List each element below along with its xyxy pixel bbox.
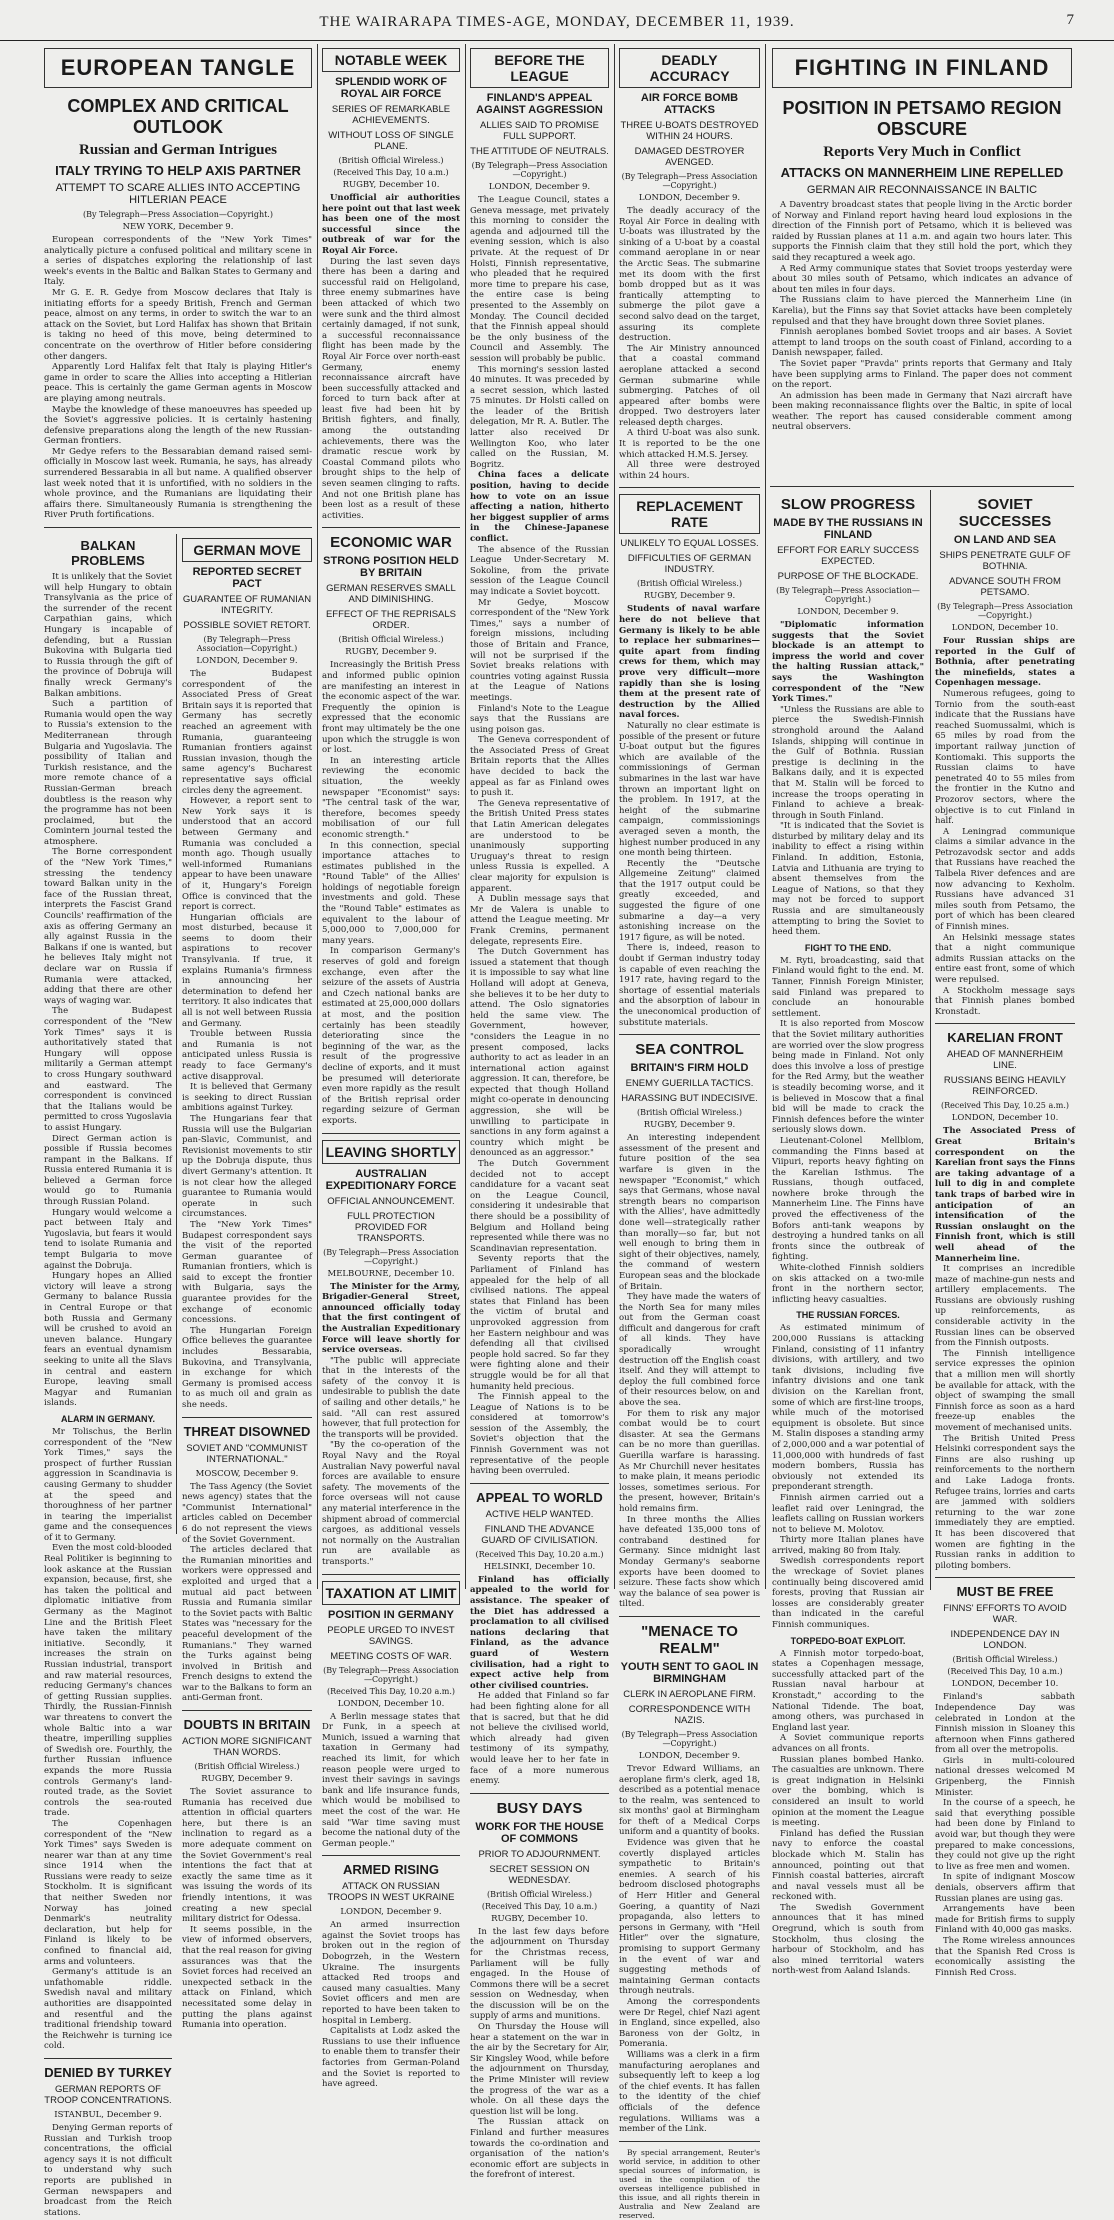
article-paragraph: In comparison Germany's reserves of gold and foreign exchange, even after the seizure of the assets of Austria and Czech national banks are estimated at 25,000,000 dollars at most, and the position certainly has been steadily deteriorating since the beginning of the war, as the result of the progressive decline of exports, and it must be presumed will deteriorate even more rapidly as the result of the British reprisal order regarding seizure of German exports.	[322, 946, 460, 1126]
subhead: ACTIVE HELP WANTED.	[485, 1508, 594, 1520]
article-paragraph: Recently the "Deutsche Allgemeine Zeitung" claimed that the 1917 output could be greatly exceeded, and suggested the figure of one submarine a day—a very astonishing increase on the 1917 figure, as will be noted.	[619, 858, 760, 943]
credit-line: (By Telegraph—Press Association—Copyright.)	[776, 586, 920, 604]
article-paragraph: M. Ryti, broadcasting, said that Finland would fight to the end. M. Tanner, Finnish Foreign Minister, said Finland was prepared to conclude an honourable settlement.	[772, 955, 924, 1019]
article-paragraph: The absence of the Russian League Under-Secretary M. Sokoline, from the private session of the League Council may indicate a Soviet boycott.	[470, 544, 609, 597]
article-paragraph: Girls in multi-coloured national dresses welcomed M Gripenberg, the Finnish Minister.	[935, 1755, 1075, 1798]
article-paragraph: It comprises an incredible maze of machine-gun nests and artillery emplacements. The Russians are obviously rushing up reinforcements, as considerable activity in the Russian lines can be observed from the Finnish outposts.	[935, 1264, 1075, 1349]
subhead: PRIOR TO ADJOURNMENT.	[478, 1848, 601, 1860]
article-paragraph: White-clothed Finnish soldiers on skis attacked on a two-mile front in the northern sector, inflicting heavy casualties.	[772, 1263, 924, 1305]
article-paragraph: The Hungarian Foreign Office believes the guarantee includes Bessarabia, Bukovina, and Transylvania, in exchange for which Germany is promised access to as much oil and grain as she needs.	[182, 1325, 312, 1410]
article-paragraph: However, a report sent to New York says it is understood that an accord between Germany and Rumania was concluded a month ago. Though usually well-informed Rumanians appear to have been unaware of it, Hungary's Foreign Office is convinced that the report is correct.	[182, 796, 312, 913]
article-lead: "Diplomatic information suggests that the Soviet blockade is an attempt to impress the world and cover the halting Russian attack," says the Washington correspondent of the "New York Times."	[772, 620, 924, 705]
article-paragraph: The articles declared that the Rumanian minorities and workers were oppressed and exploited and urged that a mutual aid pact between Russia and Rumania similar to the Soviet pacts with Baltic States was "necessary for the peaceful development of the Rumanians." They warned the Turks against being involved in British and French designs to extend the war to the Balkans to form an anti-German front.	[182, 1545, 312, 1704]
headline-menace-to-realm: "MENACE TO REALM"	[641, 1622, 738, 1657]
article-paragraph: Mr Gedye, Moscow correspondent of the "New York Times," says a number of foreign missions, including those of Britain and France, will not be surprised if the Soviet breaks relations with countries voting against Russia at the League of Nations meetings.	[470, 597, 609, 703]
article-paragraph: In the course of a speech, he said that everything possible had been done by Finland to avoid war, but though they were prepared to make concessions, they could not give up the right to live as free men and women.	[935, 1798, 1075, 1872]
subhead: MADE BY THE RUSSIANS IN FINLAND	[773, 517, 923, 541]
subhead-mannerheim: ATTACKS ON MANNERHEIM LINE REPELLED	[780, 165, 1064, 180]
article-paragraph: It is believed that Germany is seeking to direct Russian ambitions against Turkey.	[182, 1082, 312, 1114]
reuters-notice: By special arrangement, Reuter's world service, in addition to other special sources of information, is used in the compilation of the overseas intelligence published in this issue, and all rights therein in Australia and New Zealand are reserved.	[619, 2147, 760, 2220]
subhead: BRITAIN'S FIRM HOLD	[630, 1062, 749, 1075]
subhead: SOVIET AND "COMMUNIST INTERNATIONAL."	[186, 1442, 308, 1465]
credit-line: (By Telegraph—Press Association—Copyright.)	[937, 602, 1073, 620]
article-paragraph: Hungary hopes an Allied victory will leave a strong Germany to balance Russia in Central Europe or that both Russia and Germany will be crushed to avoid an uneven balance. Hungary fears an eventual dynamism seeking to unite all the Slavs in central and eastern Europe, leaving small Magyar and Rumanian islands.	[44, 1271, 172, 1409]
article-paragraph: Russian planes bombed Hanko. The casualties are unknown. There is great indignation in Helsinki over the bombing, which is considered an insult to world opinion at the moment the League is meeting.	[772, 1754, 924, 1829]
article-paragraph: The Tass Agency (the Soviet news agency) states that the "Communist International" articles cabled on December 6 do not represent the views of the Soviet Government.	[182, 1481, 312, 1545]
article-paragraph: "The public will appreciate that in the interests of the safety of the convoy it is undesirable to publish the date of sailing and other details," he said. "All can rest assured however, that full protection for the transports will be provided.	[322, 1355, 460, 1440]
dateline: LONDON, December 9.	[196, 656, 298, 667]
subhead: GERMAN REPORTS OF TROOP CONCENTRATIONS.	[44, 2083, 172, 2106]
subhead: YOUTH SENT TO GAOL IN BIRMINGHAM	[620, 1660, 759, 1685]
subhead: CLERK IN AEROPLANE FIRM.	[623, 1688, 756, 1700]
column-balkan-problems	[44, 534, 172, 2218]
divider	[470, 1793, 609, 1794]
article-paragraph: The Borne correspondent of the "New York Times," stressing the tendency toward Balkan unity in the face of the Russian threat, interprets the Fascist Grand Councils' reaffirmation of the axis as offering Germany an ally against Russia in the Balkans if one is wanted, but he believes Italy might not declare war on Russia if Rumania were attacked, adding that there are other ways of waging war.	[44, 847, 172, 1006]
article-paragraph: Trevor Edward Williams, an aeroplane firm's clerk, aged 18, described as a potential menace to the realm, was sentenced to six months' gaol at Birmingham for theft of a Medical Corps uniform and a quantity of books.	[619, 1763, 760, 1838]
subhead-complex-outlook: COMPLEX AND CRITICAL OUTLOOK	[67, 96, 289, 137]
divider	[619, 1616, 760, 1617]
article-paragraph: The Geneva representative of the British United Press states that Latin American delegates are understood to be unanimously supporting Uruguay's threat to resign unless Russia is expelled. A clear majority for expulsion is apparent.	[470, 798, 609, 894]
dateline: LONDON, December 10.	[951, 1113, 1059, 1124]
article-paragraph: This morning's session lasted 40 minutes. It was preceded by a secret session, which lasted 75 minutes. Dr Holsti called on the leader of the British delegation, Mr R. A. Butler. The latter also received Dr Wellington Koo, who later called on the Russian, M. Bogritz.	[470, 364, 609, 470]
dateline: LONDON, December 9.	[638, 193, 741, 203]
article-paragraph: The Copenhagen correspondent of the "New York Times" says Sweden is nearer war than at any time since 1914 when the Russians were ready to seize Stockholm. It is significant that neither Sweden nor Norway has joined Denmark's neutrality declaration, but help for Finland is likely to be confined to financial aid, arms and volunteers.	[44, 1818, 172, 1967]
article-paragraph: A Berlin message states that Dr Funk, in a speech at Munich, issued a warning that taxation in Germany had reached its limit, for which reason people were urged to invest their savings in savings bank and life insurance funds, which would be mobilised to meet the cost of the war. He said "War time saving must become the national duty of the German people."	[322, 1711, 460, 1849]
article-paragraph: Finland has officially appealed to the world for assistance. The speaker of the Diet has addressed a proclamation to all civilised nations declaring that Finland, as the advance guard of Western civilisation, had a right to expect active help from other civilised countries.	[470, 1574, 609, 1691]
subhead-italy: ITALY TRYING TO HELP AXIS PARTNER	[55, 163, 301, 178]
dateline: RUGBY, December 10.	[342, 180, 440, 190]
article-paragraph: A Red Army communique states that Soviet troops yesterday were about 30 miles south of Petsamo, which indicates an advance of about ten miles in four days.	[772, 263, 1072, 295]
article-paragraph: The Finnish appeal to the League of Nations is to be considered at tomorrow's session of the Assembly, the Soviet's objection that the Finnish Government was not representative of the people having been overruled.	[470, 1392, 609, 1477]
headline-replacement-rate: REPLACEMENT RATE	[619, 494, 760, 534]
article-lead: Unofficial air authorities here point out that last week has been one of the most successful since the outbreak of war for the Royal Air Force.	[322, 193, 461, 256]
subhead: EFFECT OF THE REPRISALS ORDER.	[325, 609, 457, 632]
subhead: POSITION IN GERMANY	[328, 1608, 454, 1621]
article-paragraph: It is also reported from Moscow that the Soviet military authorities are worried over the slow progress being made in Finland. Not only does this involve a loss of prestige for the Red Army, but the weather is steadily becoming worse, and it is believed in Moscow that a final bid will be made to crack the Finnish defences before the winter seriously slows down.	[772, 1019, 924, 1136]
subhead-conflict: Reports Very Much in Conflict	[823, 144, 1021, 160]
article-paragraph: The Air Ministry announced that a coastal command aeroplane attacked a second German submarine while submerging. Patches of oil appeared after bombs were dropped. Two destroyers later released depth charges.	[619, 343, 760, 428]
subhead: ON LAND AND SEA	[953, 534, 1057, 546]
article-paragraph: A Soviet communique reports advances on all fronts.	[772, 1733, 924, 1754]
received-line: (Received This Day, 10 a.m.)	[333, 168, 449, 177]
divider	[182, 1710, 312, 1711]
article-paragraph: Williams was a clerk in a firm manufacturing aeroplanes and subsequently left to keep a log of the chief events. It has fallen to the identity of the chief officials of the defence regulations. Williams was a member of the Link.	[619, 2049, 760, 2135]
subhead: MEETING COSTS OF WAR.	[330, 1650, 452, 1662]
credit-line: (By Telegraph—Press Association—Copyright.)	[323, 1665, 459, 1684]
divider	[935, 1023, 1075, 1024]
subhead: ALLIES SAID TO PROMISE FULL SUPPORT.	[480, 120, 599, 142]
article-paragraph: In spite of indignant Moscow denials, observers affirm that Russian planes are using gas.	[935, 1872, 1075, 1904]
article-paragraph: In an interesting article reviewing the economic situation, the weekly newspaper "Economist" says: "The central task of the war, therefore, becomes speedy mobilisation of our full economic strength."	[322, 755, 460, 840]
subhead: FINNS' EFFORTS TO AVOID WAR.	[943, 1603, 1067, 1626]
dateline: MELBOURNE, December 10.	[327, 1268, 455, 1279]
article-paragraph: Seventy reports that the Parliament of Finland has appealed for the help of all civilised nations. The appeal states that Finland has been the victim of brutal and unprovoked aggression from her Eastern neighbour and was defending all that civilised people hold sacred. So far they were fighting alone and their struggle would be for all that humanity held precious.	[470, 1254, 609, 1392]
article-paragraph: The Rome wireless announces that the Spanish Red Cross is economically assisting the Finnish Red Cross.	[935, 1935, 1075, 1978]
credit-line: (British Official Wireless.)	[338, 156, 444, 165]
article-paragraph: Maybe the knowledge of these manoeuvres has speeded up the Soviet's aggressive policies. It is certainly hastening defensive preparations along the length of the new Russian-German frontiers.	[44, 404, 312, 447]
article-paragraph: The Dutch Government has issued a statement that though it is impossible to say what line Holland will adopt at Geneva, she believes it to be her duty to attend. The Oslo signatories held the same view. The Government, however, "considers the League in no present composed, lacks authority to act as leader in an international action against aggression. It can, therefore, be expected that though Holland might co-operate in denouncing aggression, she will be unwilling to participate in sanctions in any form against a country which might be denounced as an aggressor."	[470, 947, 609, 1159]
subhead: SHIPS PENETRATE GULF OF BOTHNIA.	[939, 550, 1071, 572]
dateline: LONDON, December 10.	[337, 1698, 445, 1709]
subhead: UNLIKELY TO EQUAL LOSSES.	[620, 538, 759, 550]
subhead: HARASSING BUT INDECISIVE.	[621, 1093, 758, 1105]
subhead: PEOPLE URGED TO INVEST SAVINGS.	[327, 1624, 455, 1647]
credit-line: (By Telegraph—Press Association—Copyright.)	[471, 161, 608, 179]
article-paragraph: In three months the Allies have defeated 135,000 tons of contraband destined for Germany. Since midnight last Monday Germany's seaborne exports have been doomed to seizure. These facts show which way the balance of sea power is tilted.	[619, 1514, 760, 1610]
article-paragraph: Capitalists at Lodz asked the Russians to use their influence to enable them to transfer their factories from German-Poland and the Soviet is reported to have agreed.	[322, 2026, 460, 2090]
column-4	[470, 44, 609, 2181]
divider	[935, 1577, 1075, 1578]
article-paragraph: Mr Gedye refers to the Bessarabian demand raised semi-officially in Moscow last week. Rumania, he says, has already surrendered Bessarabia in all but name. A qualified observer last week noted that it is unfortified, with no soldiers in the whole province, and the Rumanians are liquidating their affairs there. Simultaneously Rumania is strengthening the River Pruth fortifications.	[44, 446, 312, 521]
dateline: LONDON, December 9.	[488, 182, 591, 192]
article-paragraph: There is, indeed, reason to doubt if German industry today is capable of even reaching the 1917 rate, having regard to the shortage of essential materials and the absorption of labour in the uneconomical production of substitute materials.	[619, 943, 760, 1028]
article-paragraph: Evidence was given that he covertly displayed articles sympathetic to Britain's enemies. A search of his bedroom disclosed photographs of Herr Hitler and General Goering, a quantity of Nazi propaganda, also letters to persons in Germany, with "Heil Hitler" over the signature, promising to support Germany in the event of war and suggesting methods of maintaining German contacts through neutrals.	[619, 1838, 760, 1997]
subhead: DAMAGED DESTROYER AVENGED.	[634, 146, 745, 168]
article-paragraph: The deadly accuracy of the Royal Air Force in dealing with U-boats was illustrated by the sinking of a U-boat by a coastal command aeroplane in or near the Arctic Seas. The submarine met its doom with the first bomb dropped but as it was frantically attempting to submerge the pilot gave a second salvo dead on the target, assuring its complete destruction.	[619, 206, 760, 344]
headline-appeal-to-world: APPEAL TO WORLD	[476, 1489, 603, 1505]
subhead: FINLAND'S APPEAL AGAINST AGGRESSION	[476, 92, 603, 116]
article-paragraph: An Helsinki message states that a night communique admits Russian attacks on the entire east front, some of which were repulsed.	[935, 932, 1075, 985]
article-paragraph: The Hungarians fear that Russia will use the Bulgarian pan-Slavic, Communist, and Revisionist movements to stir up the Dobruja dispute, thus divert Germany's attention. It is not clear how the alleged guarantee to Rumania would operate in such circumstances.	[182, 1113, 312, 1220]
article-paragraph: Finnish aeroplanes bombed Soviet troops and air bases. A Soviet attempt to land troops on the south coast of Finland, according to a Danish newspaper, failed.	[772, 327, 1072, 359]
column-rule	[317, 44, 318, 1589]
subhead-scare-allies: ATTEMPT TO SCARE ALLIES INTO ACCEPTING HITLERIAN PEACE	[55, 182, 301, 206]
section-subhead: ALARM IN GERMANY.	[61, 1413, 155, 1424]
article-paragraph: In the last few days before the adjournment on Thursday for the Christmas recess, Parliament will be fully engaged. In the House of Commons there will be a secret session on Wednesday, when the discussion will be on the supply of arms and munitions.	[470, 1926, 609, 2022]
headline-deadly-accuracy: DEADLY ACCURACY	[619, 48, 760, 88]
credit-line: (British Official Wireless.)	[338, 635, 444, 645]
divider	[322, 1574, 460, 1575]
column-5	[619, 44, 760, 2220]
headline-denied-by-turkey: DENIED BY TURKEY	[44, 2064, 172, 2080]
subhead: ACTION MORE SIGNIFICANT THAN WORDS.	[182, 1736, 312, 1759]
article-paragraph: The Soviet paper "Pravda" prints reports that Germany and Italy have been supplying arms to Finland. The paper does not comment on the report.	[772, 358, 1072, 391]
split-columns	[44, 534, 312, 2218]
column-fighting-in-finland	[772, 44, 1072, 484]
subhead: FINLAND THE ADVANCE GUARD OF CIVILISATION.	[481, 1523, 598, 1546]
article-paragraph: The Budapest correspondent of the "New York Times" says it is authoritatively stated that Hungary will oppose militarily a German attempt to cross Hungary southward and eastward. The correspondent is convinced that the Italians would be permitted to cross Yugoslavia to assist Hungary.	[44, 1006, 172, 1133]
headline-notable-week: NOTABLE WEEK	[322, 48, 460, 72]
article-paragraph: The Geneva correspondent of the Associated Press of Great Britain reports that the Allies have decided to back the appeal as far as Finland owes to push it.	[470, 735, 609, 799]
received-line: (Received This Day, 10 a.m.)	[947, 1667, 1063, 1677]
divider	[322, 1133, 460, 1134]
article-paragraph: Naturally no clear estimate is possible of the present or future U-boat output but the figures which are available of the commissionings of German submarines in the last war have thrown an important light on the problem. In 1917, at the height of the submarine campaign, commissionings averaged seven a month, the highest number produced in any one month being thirteen.	[619, 720, 760, 859]
credit-line: (British Official Wireless.)	[486, 1889, 593, 1899]
column-7	[935, 492, 1075, 1978]
subhead: THREE U-BOATS DESTROYED WITHIN 24 HOURS.	[620, 120, 759, 142]
divider	[44, 527, 312, 528]
subhead-intrigues: Russian and German Intrigues	[79, 142, 277, 158]
headline-before-the-league: BEFORE THE LEAGUE	[470, 48, 609, 88]
subhead: INDEPENDENCE DAY IN LONDON.	[950, 1629, 1060, 1652]
divider	[619, 2141, 760, 2142]
credit-line: (By Telegraph—Press Association—Copyright.)	[323, 1247, 459, 1266]
article-paragraph: Germany's attitude is an unfathomable riddle. Swedish naval and military authorities are disappointed and resentful and the traditional friendship toward the Reichwehr is turning ice cold.	[44, 1967, 172, 2052]
article-paragraph: Apparently Lord Halifax felt that Italy is playing Hitler's game in order to scare the Allies into accepting a Hitlerian peace. This is certainly the game German agents in Moscow are playing among neutrals.	[44, 362, 312, 404]
dateline: ISTANBUL, December 9.	[54, 2109, 162, 2120]
article-paragraph: The Finnish intelligence service expresses the opinion that a million men will shortly be available for attack, with the object of swamping the small Finnish force as soon as a hard freeze-up enables the movement of mechanised units.	[935, 1348, 1075, 1433]
article-paragraph: An interesting independent assessment of the present and future position of the sea warfare is given in the newspaper "Economist," which says that Germans, whose naval strength bears no comparison with the Allies', have admittedly done well—strategically rather than morally—so far, but not well enough to bring them in sight of their objectives, namely, the command of western European seas and the blockade of Britain.	[619, 1133, 760, 1292]
subhead: DIFFICULTIES OF GERMAN INDUSTRY.	[627, 553, 752, 576]
subhead: POSSIBLE SOVIET RETORT.	[183, 620, 311, 632]
headline-must-be-free: MUST BE FREE	[956, 1584, 1054, 1600]
article-lead: Students of naval warfare here do not believe that Germany is likely to be able to replace her submarines—quite apart from finding crews for them, which may prove very difficult—more rapidly than she is losing them at the present rate of destruction by the Allied naval forces.	[619, 604, 760, 721]
subhead: SERIES OF REMARKABLE ACHIEVEMENTS.	[331, 104, 451, 126]
divider	[322, 527, 460, 528]
article-paragraph: An armed insurrection against the Soviet troops has broken out in the region of Dobogrzeh, in the Western Ukraine. The insurgents attacked Red troops and caused many casualties. Many Soviet officers and men are reported to have been taken to hospital in Lemberg.	[322, 1920, 460, 2026]
headline-karelian-front: KARELIAN FRONT	[947, 1030, 1063, 1046]
article-paragraph: Finnish airmen carried out a leaflet raid over Leningrad, the leaflets calling on Russian workers not to believe M. Molotov.	[772, 1492, 924, 1535]
credit-line: (By Telegraph—Press Association—Copyright.)	[621, 172, 758, 190]
article-lead: The Associated Press of Great Britain's correspondent on the Karelian front says the Finns are taking advantage of a lull to dig in and complete tank traps of barbed wire in anticipation of an intensification of the Russian onslaught on the Finnish front, which is still well ahead of the Mannerheim line.	[935, 1126, 1075, 1264]
article-paragraph: The British United Press Helsinki correspondent says the Finns are also rushing up reinforcements to the northern and Lake Ladoga fronts. Refugee trains, lorries and carts are jammed with soldiers returning to the war zone immediately they are emptied. It has been discovered that women are fighting in the Russian ranks in addition to piloting bombers.	[935, 1433, 1075, 1571]
headline-economic-war: ECONOMIC WAR	[330, 534, 452, 552]
dateline: LONDON, December 10.	[951, 1679, 1059, 1690]
dateline: RUGBY, December 9.	[345, 647, 437, 658]
section-subhead: THE RUSSIAN FORCES.	[796, 1310, 900, 1321]
article-paragraph: Finland has defied the Russian navy to enforce the coastal blockade which M. Stalin has announced, pointing out that Finnish coastal batteries, aircraft and naval vessels must all be reckoned with.	[772, 1828, 924, 1903]
headline-busy-days: BUSY DAYS	[496, 1799, 583, 1817]
divider	[619, 487, 760, 488]
subhead: GUARANTEE OF RUMANIAN INTEGRITY.	[182, 594, 312, 617]
article-paragraph: For them to risk any major combat would be to court disaster. At sea the Germans can be no more than guerillas. Guerilla warfare is harassing. As Mr Churchill never hesitates to make plain, it means periodic losses, sometimes serious. For the present, however, Britain's hold remains firm.	[619, 1408, 760, 1514]
subhead: OFFICIAL ANNOUNCEMENT.	[327, 1195, 455, 1207]
headline-european-tangle: EUROPEAN TANGLE	[44, 48, 312, 88]
section-subhead: TORPEDO-BOAT EXPLOIT.	[790, 1635, 906, 1646]
article-paragraph: Increasingly the British Press and informed public opinion are manifesting an interest in the economic aspect of the war. Frequently the opinion is expressed that the economic front may ultimately be the one upon which the struggle is won or lost.	[322, 660, 460, 756]
subhead-petsamo: POSITION IN PETSAMO REGION OBSCURE	[782, 98, 1062, 139]
article-paragraph: The Russians claim to have pierced the Mannerheim Line (in Karelia), but the Finns say that Soviet attacks have been completely repulsed and that they have brought down three Soviet planes.	[772, 295, 1072, 327]
article-paragraph: It seems possible, in the view of informed observers, that the real reason for giving assurances was that the Soviet forces had received an unexpected setback in the attack on Finland, which necessitated some delay in putting the plans against Rumania into operation.	[182, 1924, 312, 2031]
headline-fighting-in-finland: FIGHTING IN FINLAND	[772, 48, 1072, 88]
divider	[770, 486, 1074, 487]
article-paragraph: Denying German reports of Russian and Turkish troop concentrations, the official agency says it is not difficult to understand why such reports are published in German newspapers and broadcast from the Reich stations.	[44, 2122, 172, 2218]
column-rule	[614, 44, 615, 1589]
article-paragraph: European correspondents of the "New York Times" analytically picture a confused political and military scene in a series of dispatches exploring the relationship of last week's events in the Baltic and Balkan States to Germany and Italy.	[44, 235, 312, 288]
article-paragraph: All three were destroyed within 24 hours.	[619, 460, 760, 481]
article-paragraph: A Daventry broadcast states that people living in the Arctic border of Norway and Finland report having heard loud explosions in the direction of the Finnish port of Petsamo, which it is believed was raided by Russian planes at 11 a.m. and again two hours later. This supports the Finnish claim that they still hold the port, which they said they recaptured a week ago.	[772, 200, 1072, 263]
dateline: RUGBY, December 10.	[491, 1913, 588, 1924]
credit-line: (British Official Wireless.)	[636, 579, 743, 589]
article-paragraph: The "New York Times" Budapest correspondent says the visit of the reported German guarantee of Rumanian frontiers, which is said to except the frontier with Bulgaria, says the guarantee provides for the exchange of economic concessions.	[182, 1219, 312, 1326]
article-paragraph: The Budapest correspondent of the Associated Press of Great Britain says it is reported that Germany has secretly reached an agreement with Rumania, guaranteeing Rumanian frontiers against Russian invasion, though the same agency's Bucharest representative says official circles deny the agreement.	[182, 669, 312, 796]
headline-doubts-in-britain: DOUBTS IN BRITAIN	[183, 1717, 311, 1733]
subhead: FULL PROTECTION PROVIDED FOR TRANSPORTS.	[347, 1210, 435, 1244]
subhead: AIR FORCE BOMB ATTACKS	[640, 92, 739, 116]
article-paragraph: During the last seven days there has been a daring and successful raid on Heligoland, three enemy submarines have been attacked of which two were sunk and the third almost certainly damaged, if not sunk, a successful reconnaissance flight has been made by the Royal Air Force over north-east Germany, enemy reconnaissance aircraft have been successfully attacked and forced to turn back after at least five had been hit by British fighters, and finally, among the outstanding achievements, there was the dramatic rescue work by Coastal Command pilots who brought ships to the help of seven seamen clinging to rafts. And not one British plane has been lost as a result of these activities.	[322, 256, 460, 521]
dateline: LONDON, December 9.	[638, 1750, 741, 1761]
credit-line: (By Telegraph—Press Association—Copyright.)	[83, 210, 273, 219]
article-lead: Four Russian ships are reported in the Gulf of Bothnia, after penetrating the minefields, states a Copenhagen message.	[935, 636, 1075, 689]
column-european-tangle	[44, 44, 312, 2218]
column-rule	[465, 44, 466, 1589]
column-6	[772, 492, 924, 1977]
article-paragraph: "Unless the Russians are able to pierce the Swedish-Finnish stronghold around the Aaland Islands, shipping will continue in the Gulf of Bothnia. Russian prestige is declining in the Balkans daily, and it is expected that M. Stalin will be forced to increase the troops operating in Finland to achieve a break-through in South Finland.	[772, 704, 924, 821]
subhead: AUSTRALIAN EXPEDITIONARY FORCE	[325, 1167, 457, 1192]
subhead: WORK FOR THE HOUSE OF COMMONS	[475, 1820, 604, 1845]
subhead: GERMAN RESERVES SMALL AND DIMINISHING.	[326, 583, 456, 606]
article-paragraph: It is unlikely that the Soviet will help Hungary to obtain Transylvania as the price of the surrender of the recent Carpathian gains, which Hungary is incapable of defending, but a Russian Bukovina with Bulgaria tied to Russia through the gift of the province of Dobruja will finally wreck Germany's Balkan ambitions.	[44, 572, 172, 699]
subhead: SECRET SESSION ON WEDNESDAY.	[489, 1863, 590, 1886]
column-rule	[176, 534, 177, 1534]
subhead: PURPOSE OF THE BLOCKADE.	[777, 571, 919, 582]
article-paragraph: In this connection, special importance attaches to estimates published in the "Round Table" of the Allies' holdings of negotiable foreign investments and gold. These the "Round Table" estimates as equivalent to the labour of 5,000,000 to 7,000,000 for many years.	[322, 840, 460, 946]
received-line: (Received This Day, 10.20 a.m.)	[327, 1686, 455, 1696]
subhead: ATTACK ON RUSSIAN TROOPS IN WEST UKRAINE	[327, 1881, 455, 1904]
column-rule	[930, 490, 931, 1590]
article-paragraph: Mr G. E. R. Gedye from Moscow declares that Italy is initiating efforts for a speedy British, French and German peace, almost on any terms, in order to switch the war to an attack on the Soviet, but Lord Halifax has shown that Britain is taking no heed of this move, being determined to concentrate on the overthrow of Hitler before considering other dangers.	[44, 287, 312, 362]
dateline: HELSINKI, December 10.	[483, 1561, 596, 1572]
article-paragraph: Finland's sabbath Independence Day was celebrated in London at the Finnish mission in Sloaney this afternoon when Finns gathered from all over the metropolis.	[935, 1692, 1075, 1756]
article-paragraph: Mr Tolischus, the Berlin correspondent of the "New York Times," says the prospect of further Russian aggression in Scandinavia is causing Germany to shudder at the speed and thoroughness of her partner in tearing the imperialist game and the consequences of it to Germany.	[44, 1426, 172, 1543]
subhead: ADVANCE SOUTH FROM PETSAMO.	[949, 576, 1061, 598]
article-paragraph: An admission has been made in Germany that Nazi aircraft have been making reconnaissance flights over the Baltic, in spite of local weather. The report has caused considerable comment among neutral observers.	[772, 390, 1072, 433]
headline-threat-disowned: THREAT DISOWNED	[183, 1423, 311, 1439]
section-subhead: FIGHT TO THE END.	[804, 942, 892, 953]
received-line: (Received This Day, 10.20 a.m.)	[475, 1549, 604, 1559]
column-rule	[765, 44, 766, 1589]
article-paragraph: Hungarian officials are most disturbed, because it seems to doom their aspirations to recover Transylvania. If true, it explains Rumania's firmness in announcing her determination to defend her territory. It also indicates that all is not well between Russia and Germany.	[182, 912, 312, 1029]
article-paragraph: Arrangements have been made for British firms to supply Finland with 40,000 gas masks.	[935, 1904, 1075, 1936]
subhead: WITHOUT LOSS OF SINGLE PLANE.	[328, 130, 454, 152]
article-paragraph: As estimated minimum of 200,000 Russians is attacking Finland, consisting of 11 infantry divisions, with artillery, and two tank divisions, including five infantry divisions and one tank division on the Karelian front, some of which are first-line troops, while much of the motorised equipment is obsolete. But since M. Stalin disposes a standing army of 2,000,000 and a war potential of 11,000,000 with hundreds of fast modern bombers, Russia has obviously not extended its preponderant strength.	[772, 1323, 924, 1493]
column-3	[322, 44, 461, 2090]
subhead: RUSSIANS BEING HEAVILY REINFORCED.	[943, 1075, 1067, 1098]
article-paragraph: On Thursday the House will hear a statement on the war in the air by the Secretary for Air, Sir Kingsley Wood, while before the adjournment on Thursday, the Prime Minister will review the progress of the war as a whole. On all these days the question list will be long.	[470, 2022, 609, 2117]
credit-line: (By Telegraph—Press Association—Copyright.)	[196, 635, 298, 654]
divider	[619, 1034, 760, 1035]
article-paragraph: Even the most cold-blooded Real Politiker is beginning to look askance at the Russian expansion, because, first, she has taken the political and diplomatic initiative from Germany as the Maginot Line and the British Fleet have taken the military initiative. Secondly, it increases the strain on Russian industrial, transport and raw material resources, reducing Germany's chances of getting Russian supplies. Thirdly, the Russian-Finnish war threatens to convert the whole Baltic into a war theatre, imperilling supplies of Swedish ore. Fourthly, the further Russian influence expands the more Russia controls Germany's land-routed trade, as the Soviet controls the sea-routed trade.	[44, 1543, 172, 1819]
divider	[322, 1855, 460, 1856]
article-paragraph: "By the co-operation of the Royal Navy and the Royal Australian Navy powerful naval forces are available to ensure safety. The movements of the force overseas will not cause any material interference in the shipment abroad of commercial cargoes, as additional vessels not normally on the Australian run are available as transports."	[322, 1440, 460, 1567]
subhead: CORRESPONDENCE WITH NAZIS.	[628, 1703, 751, 1726]
subhead: ENEMY GUERILLA TACTICS.	[625, 1078, 754, 1090]
subhead: STRONG POSITION HELD BY BRITAIN	[323, 555, 459, 580]
article-paragraph: Numerous refugees, going to Tornio from the south-east indicate that the Russians have reached Suomussalmi, which is 65 miles by road from the important railway junction of Kontiomaki. This supports the Russian claims to have penetrated 40 to 55 miles from the frontier in the Kutno and Prozorov sectors, where the objective is to cut Finland in half.	[935, 688, 1075, 827]
article-paragraph: Hungary would welcome a pact between Italy and Yugoslavia, but fears it would tend to isolate Rumania and tempt Bulgaria to move against the Dobruja.	[44, 1207, 172, 1271]
dateline: LONDON, December 10.	[951, 623, 1059, 633]
article-paragraph: Among the correspondents were Dr Regel, chief Nazi agent in England, since expelled, also Baroness von der Goltz, in Pomerania.	[619, 1996, 760, 2050]
dateline: MOSCOW, December 9.	[195, 1468, 299, 1479]
headline-soviet-successes: SOVIET SUCCESSES	[958, 496, 1052, 530]
article-paragraph: Such a partition of Rumania would open the way to Russia's extension to the Mediterranean through Bulgaria and Yugoslavia. The possibility of Italian and Turkish resistance, and the more remote chance of a Russian-German breach doubtless is the reason why the programme has not been proclaimed, but the Comintern journal tested the atmosphere.	[44, 699, 172, 847]
article-paragraph: Direct German action is possible if Russia becomes rampant in the Balkans. If Russia entered Rumania it is believed a German force would go to Rumania through Russian Poland.	[44, 1133, 172, 1208]
article-paragraph: The Soviet assurance to Rumania has received due attention in official quarters here, but there is an inclination to regard as a more adequate comment on the Soviet Government's real intentions the fact that at exactly the same time as it was issuing the words of its friendly intentions, it was creating a new special military district for Odessa.	[182, 1787, 312, 1925]
dateline: LONDON, December 9.	[340, 1907, 442, 1918]
headline-german-move: GERMAN MOVE	[182, 538, 312, 562]
credit-line: (By Telegraph—Press Association—Copyright.)	[621, 1729, 758, 1748]
headline-balkan-problems: BALKAN PROBLEMS	[71, 538, 145, 569]
headline-slow-progress: SLOW PROGRESS	[780, 496, 916, 513]
subhead: AHEAD OF MANNERHEIM LINE.	[946, 1049, 1064, 1072]
article-paragraph: The League Council, states a Geneva message, met privately this morning to consider the agenda and adjourned till the evening session, which is also private. At the request of Dr Holsti, Finnish representative, who pleaded that he required more time to prepare his case, the entire case is being presented to the Assembly on Monday. The Council decided that the Finnish appeal should be the only business of the Council and Assembly. The session will probably be public.	[470, 195, 609, 364]
subhead: REPORTED SECRET PACT	[192, 566, 302, 591]
divider	[44, 2058, 172, 2059]
article-paragraph: The Dutch Government decided not to accept candidature for a vacant seat on the League Council, considering it undesirable that there should be a possibility of Belgium and Holland being represented while there was no Scandinavian representation.	[470, 1159, 609, 1254]
article-paragraph: Trouble between Russia and Rumania is not anticipated unless Russia is ready to face Germany's active disapproval.	[182, 1029, 312, 1082]
subhead: SPLENDID WORK OF ROYAL AIR FORCE	[335, 76, 447, 100]
article-lead: The Minister for the Army, Brigadier-General Street, announced officially today that the first contingent of the Australian Expeditionary Force will leave shortly for service overseas.	[322, 1281, 460, 1356]
credit-line: (British Official Wireless.)	[636, 1108, 743, 1118]
subhead: EFFORT FOR EARLY SUCCESS EXPECTED.	[777, 545, 919, 567]
subhead: THE ATTITUDE OF NEUTRALS.	[470, 146, 609, 157]
divider	[182, 1417, 312, 1418]
subhead-baltic: GERMAN AIR RECONNAISSANCE IN BALTIC	[806, 184, 1038, 196]
article-paragraph: They have made the waters of the North Sea for many miles out from the German coast difficult and dangerous for craft of all kinds. They have sporadically wrought destruction off the English coast itself. And they will attempt to deploy the full combined force of their resources below, on and above the sea.	[619, 1292, 760, 1409]
article-paragraph: A Finnish motor torpedo-boat, states a Copenhagen message, successfully attacked part of the Russian naval harbour at Kronstadt," according to the National Tidende. The boat, among others, was purchased in England last year.	[772, 1648, 924, 1733]
dateline: RUGBY, December 9.	[201, 1774, 293, 1785]
received-line: (Received This Day, 10.25 a.m.)	[941, 1101, 1069, 1111]
article-paragraph: "It is indicated that the Soviet is disturbed by military delay and its inability to effect a rising within Finland. In addition, Estonia, Latvia and Lithuania are trying to absent themselves from the League of Nations, so that they may not be forced to support Russia and are simultaneously attempting to bring the Soviet to heed them.	[772, 821, 924, 938]
masthead	[0, 0, 1114, 41]
masthead-title: THE WAIRARAPA TIMES-AGE, MONDAY, DECEMBER 11, 1939.	[319, 14, 795, 30]
article-paragraph: A Dublin message says that Mr de Valera is unable to attend the League meeting. Mr Frank Cremins, permanent delegate, represents Eire.	[470, 894, 609, 947]
article-paragraph: A Leningrad communique claims a similar advance in the Petrozavodsk sector and adds that Russians have reached the Talbela River defences and are now advancing to Kexholm. Russians have advanced 31 miles south from Petsamo, the port of which has been cleared of Finnish mines.	[935, 826, 1075, 933]
divider	[470, 1483, 609, 1484]
headline-taxation-at-limit: TAXATION AT LIMIT	[322, 1581, 460, 1605]
dateline: RUGBY, December 9.	[643, 1120, 736, 1131]
article-paragraph: Finland's Note to the League says that the Russians are using poison gas.	[470, 703, 609, 735]
article-paragraph: Swedish correspondents report the wreckage of Soviet planes continually being discovered amid forests, proving that Russian air losses are considerably greater than indicated in the careful Finnish communiques.	[772, 1556, 924, 1631]
article-paragraph: A third U-boat was also sunk. It is reported to be the one which attacked H.M.S. Jersey.	[619, 428, 760, 460]
article-paragraph: Lieutenant-Colonel Mellblom, commanding the Finns based at Viipuri, reports heavy fighting on the Karelian Isthmus. The Russians, though outfaced, nowhere broke through the Mannerheim Line. The Finns have proved the effectiveness of the Bofors anti-tank weapons by destroying a hundred tanks on all fronts since the outbreak of fighting.	[772, 1135, 924, 1263]
page-number: 7	[1066, 12, 1074, 28]
credit-line: (British Official Wireless.)	[194, 1762, 300, 1772]
article-paragraph: The Swedish Government announces that it has mined Oregrund, which is south from Stockholm, thus closing the harbour of Stockholm, and has also mined territorial waters north-west from Aaland Islands.	[772, 1902, 924, 1977]
dateline: NEW YORK, December 9.	[122, 222, 234, 232]
headline-leaving-shortly: LEAVING SHORTLY	[322, 1140, 460, 1164]
headline-sea-control: SEA CONTROL	[635, 1041, 744, 1059]
column-german-move	[182, 534, 312, 2031]
dateline: LONDON, December 9.	[797, 607, 899, 617]
article-lead: China faces a delicate position, having to decide how to vote on an issue affecting a nation, hitherto her biggest supplier of arms in the Chinese-Japanese conflict.	[470, 470, 609, 544]
received-line: (Received This Day, 10 a.m.)	[481, 1901, 598, 1911]
article-paragraph: Thirty more Italian planes have arrived, making 80 from Italy.	[772, 1535, 924, 1556]
article-paragraph: A Stockholm message says that Finnish planes bombed Kronstadt.	[935, 985, 1075, 1017]
article-paragraph: The Russian attack on Finland and further measures towards the co-ordination and organisation of the nation's economic effort are subjects in the forefront of interest.	[470, 2117, 609, 2181]
credit-line: (British Official Wireless.)	[952, 1655, 1058, 1665]
headline-armed-rising: ARMED RISING	[342, 1862, 440, 1878]
dateline: RUGBY, December 9.	[643, 591, 736, 602]
article-paragraph: He added that Finland so far had been fighting alone for all that is sacred, but that he did not believe the civilised world, which already had given testimony of its sympathy, would leave her to her fate in face of a more numerous enemy.	[470, 1691, 609, 1787]
